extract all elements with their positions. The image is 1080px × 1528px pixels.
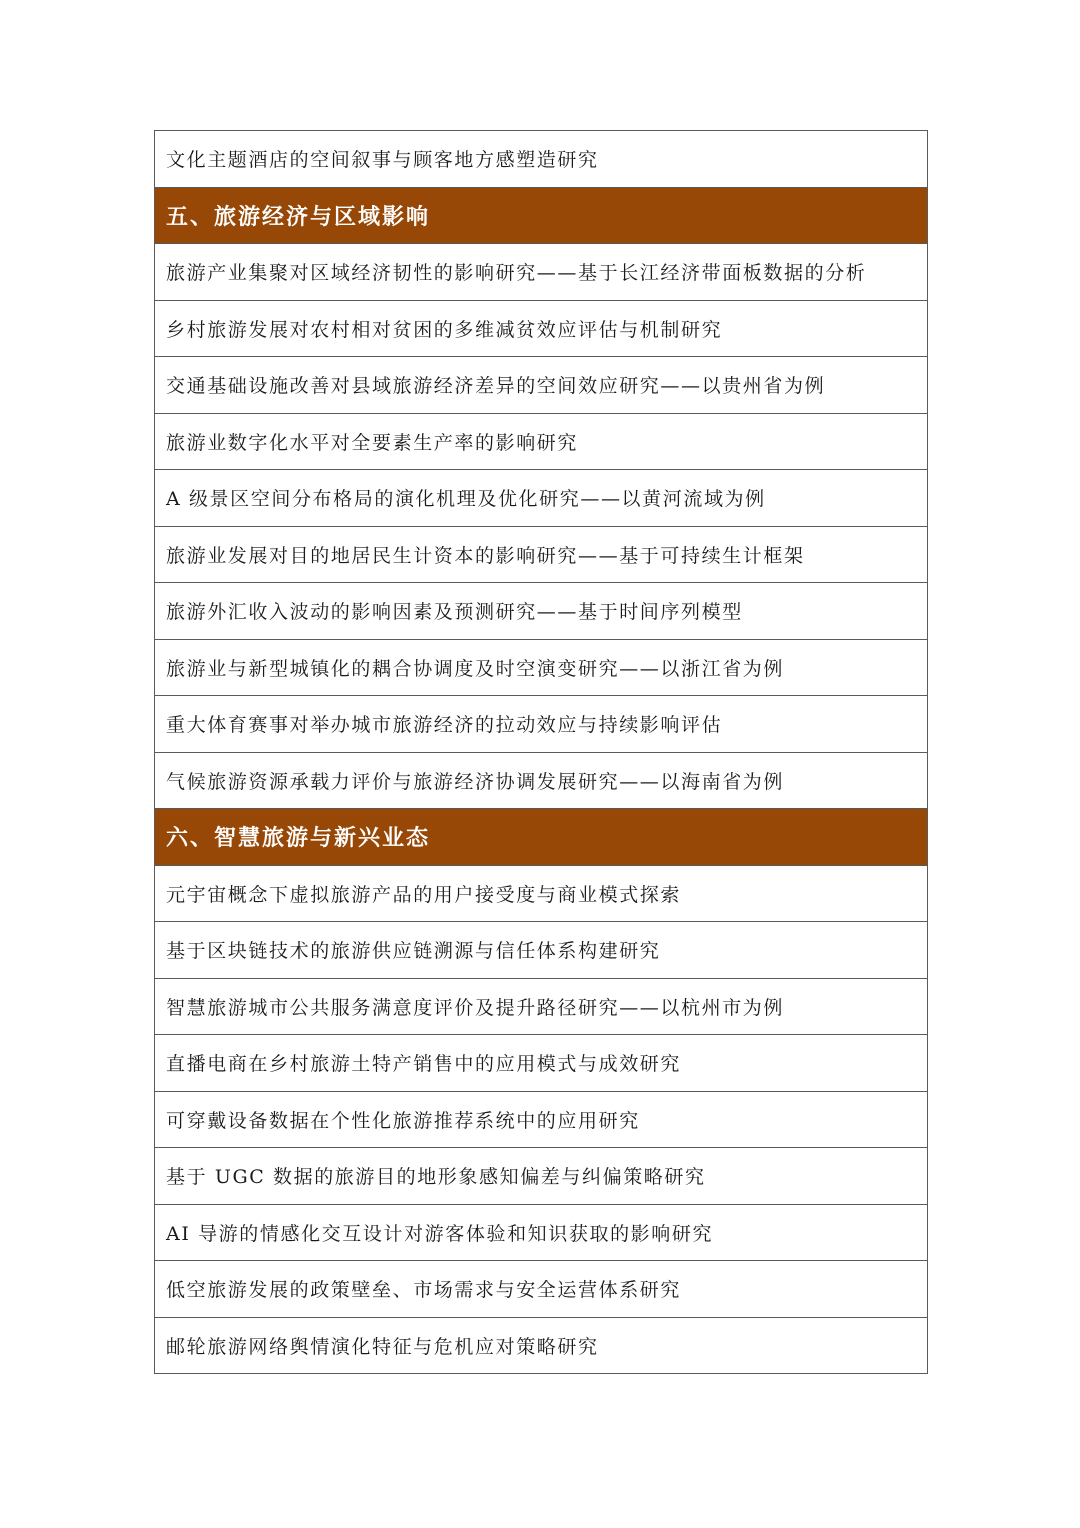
topic-table: [154, 130, 928, 1374]
table-row: 可穿戴设备数据在个性化旅游推荐系统中的应用研究: [155, 1092, 927, 1149]
table-row: 交通基础设施改善对县域旅游经济差异的空间效应研究——以贵州省为例: [155, 357, 927, 414]
table-row: 邮轮旅游网络舆情演化特征与危机应对策略研究: [155, 1318, 927, 1375]
section-header: 五、旅游经济与区域影响: [155, 188, 927, 245]
table-row: 旅游业发展对目的地居民生计资本的影响研究——基于可持续生计框架: [155, 527, 927, 584]
table-row: 智慧旅游城市公共服务满意度评价及提升路径研究——以杭州市为例: [155, 979, 927, 1036]
table-row: 重大体育赛事对举办城市旅游经济的拉动效应与持续影响评估: [155, 696, 927, 753]
table-row: 气候旅游资源承载力评价与旅游经济协调发展研究——以海南省为例: [155, 753, 927, 810]
table-row: 直播电商在乡村旅游土特产销售中的应用模式与成效研究: [155, 1035, 927, 1092]
table-row: 旅游产业集聚对区域经济韧性的影响研究——基于长江经济带面板数据的分析: [155, 244, 927, 301]
table-row: 元宇宙概念下虚拟旅游产品的用户接受度与商业模式探索: [155, 866, 927, 923]
table-row: 旅游外汇收入波动的影响因素及预测研究——基于时间序列模型: [155, 583, 927, 640]
section-header: 六、智慧旅游与新兴业态: [155, 809, 927, 866]
table-row: 旅游业数字化水平对全要素生产率的影响研究: [155, 414, 927, 471]
table-row: 旅游业与新型城镇化的耦合协调度及时空演变研究——以浙江省为例: [155, 640, 927, 697]
table-row: 乡村旅游发展对农村相对贫困的多维减贫效应评估与机制研究: [155, 301, 927, 358]
table-row: 基于 UGC 数据的旅游目的地形象感知偏差与纠偏策略研究: [155, 1148, 927, 1205]
table-row: 基于区块链技术的旅游供应链溯源与信任体系构建研究: [155, 922, 927, 979]
table-row: 低空旅游发展的政策壁垒、市场需求与安全运营体系研究: [155, 1261, 927, 1318]
table-row: AI 导游的情感化交互设计对游客体验和知识获取的影响研究: [155, 1205, 927, 1262]
table-row: A 级景区空间分布格局的演化机理及优化研究——以黄河流域为例: [155, 470, 927, 527]
table-row: 文化主题酒店的空间叙事与顾客地方感塑造研究: [155, 131, 927, 188]
